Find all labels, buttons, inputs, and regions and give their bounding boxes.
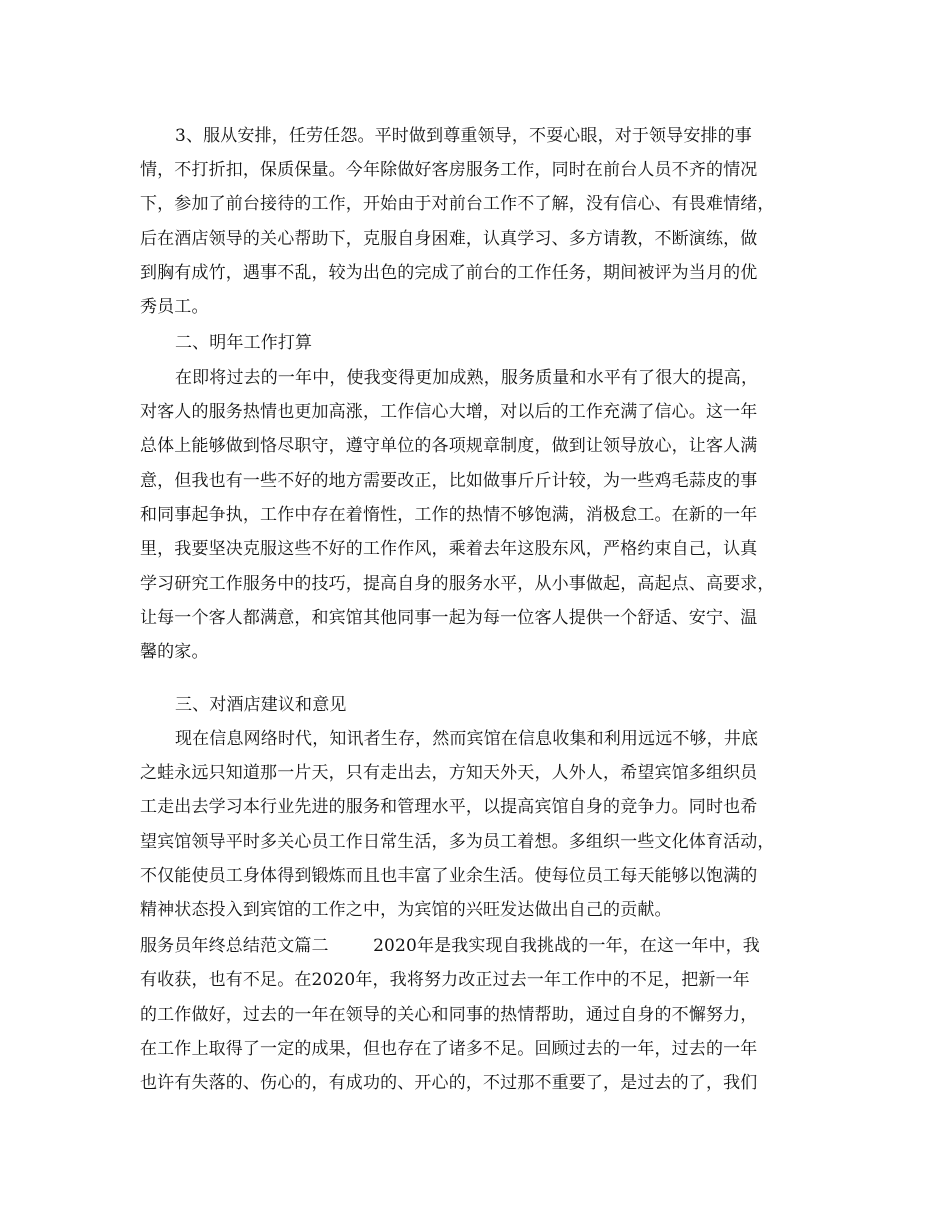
text-line: 精神状态投入到宾馆的工作之中，为宾馆的兴旺发达做出自己的贡献。 xyxy=(140,900,672,920)
text-line: 秀员工。 xyxy=(140,297,209,317)
text-line: 总体上能够做到恪尽职守，遵守单位的各项规章制度，做到让领导放心，让客人满 xyxy=(140,436,758,456)
text-line xyxy=(140,1101,820,1135)
text-line: 现在信息网络时代，知讯者生存，然而宾馆在信息收集和利用远远不够，井底 xyxy=(175,729,759,749)
text-line: 里，我要坚决克服这些不好的工作作风，乘着去年这股东风，严格约束自己，认真 xyxy=(140,539,758,559)
text-line: 的工作做好，过去的一年在领导的关心和同事的热情帮助，通过自身的不懈努力， xyxy=(140,1005,758,1025)
text-line: 对客人的服务热情也更加高涨，工作信心大增，对以后的工作充满了信心。这一年 xyxy=(140,402,758,422)
text-line: 在即将过去的一年中，使我变得更加成熟，服务质量和水平有了很大的提高， xyxy=(175,368,759,388)
text-line: 工走出去学习本行业先进的服务和管理水平，以提高宾馆自身的竞争力。同时也希 xyxy=(140,797,758,817)
text-line: 让每一个客人都满意，和宾馆其他同事一起为每一位客人提供一个舒适、安宁、温 xyxy=(140,608,758,628)
text-line: 不仅能使员工身体得到锻炼而且也丰富了业余生活。使每位员工每天能够以饱满的 xyxy=(140,866,758,886)
text-line: 情，不打折扣，保质保量。今年除做好客房服务工作，同时在前台人员不齐的情况 xyxy=(140,160,758,180)
text-line: 馨的家。 xyxy=(140,642,209,662)
text-line: 和同事起争执，工作中存在着惰性，工作的热情不够饱满，消极怠工。在新的一年 xyxy=(140,505,758,525)
text-line: 学习研究工作服务中的技巧，提高自身的服务水平，从小事做起，高起点、高要求， xyxy=(140,574,775,594)
text-line: 3、服从安排，任劳任怨。平时做到尊重领导，不耍心眼，对于领导安排的事 xyxy=(175,126,752,146)
text-line: 有收获，也有不足。在2020年，我将努力改正过去一年工作中的不足，把新一年 xyxy=(140,970,750,990)
text-line: 也许有失落的、伤心的，有成功的、开心的，不过那不重要了，是过去的了，我们 xyxy=(140,1073,758,1093)
section-title-inline: 服务员年终总结范文篇二 2020年是我实现自我挑战的一年，在这一年中，我 xyxy=(140,936,760,956)
text-line: 望宾馆领导平时多关心员工作日常生活，多为员工着想。多组织一些文化体育活动， xyxy=(140,832,775,852)
text-line: 在工作上取得了一定的成果，但也存在了诸多不足。回顾过去的一年，过去的一年 xyxy=(140,1039,758,1059)
text-line: 意，但我也有一些不好的地方需要改正，比如做事斤斤计较，为一些鸡毛蒜皮的事 xyxy=(140,471,758,491)
text-line: 到胸有成竹，遇事不乱，较为出色的完成了前台的工作任务，期间被评为当月的优 xyxy=(140,263,758,283)
text-line: 后在酒店领导的关心帮助下，克服自身困难，认真学习、多方请教，不断演练，做 xyxy=(140,229,758,249)
text-line: 之蛙永远只知道那一片天，只有走出去，方知天外天，人外人，希望宾馆多组织员 xyxy=(140,763,758,783)
text-line: 下，参加了前台接待的工作，开始由于对前台工作不了解，没有信心、有畏难情绪， xyxy=(140,194,775,214)
section-heading: 二、明年工作打算 xyxy=(175,333,313,353)
section-heading: 三、对酒店建议和意见 xyxy=(175,695,347,715)
